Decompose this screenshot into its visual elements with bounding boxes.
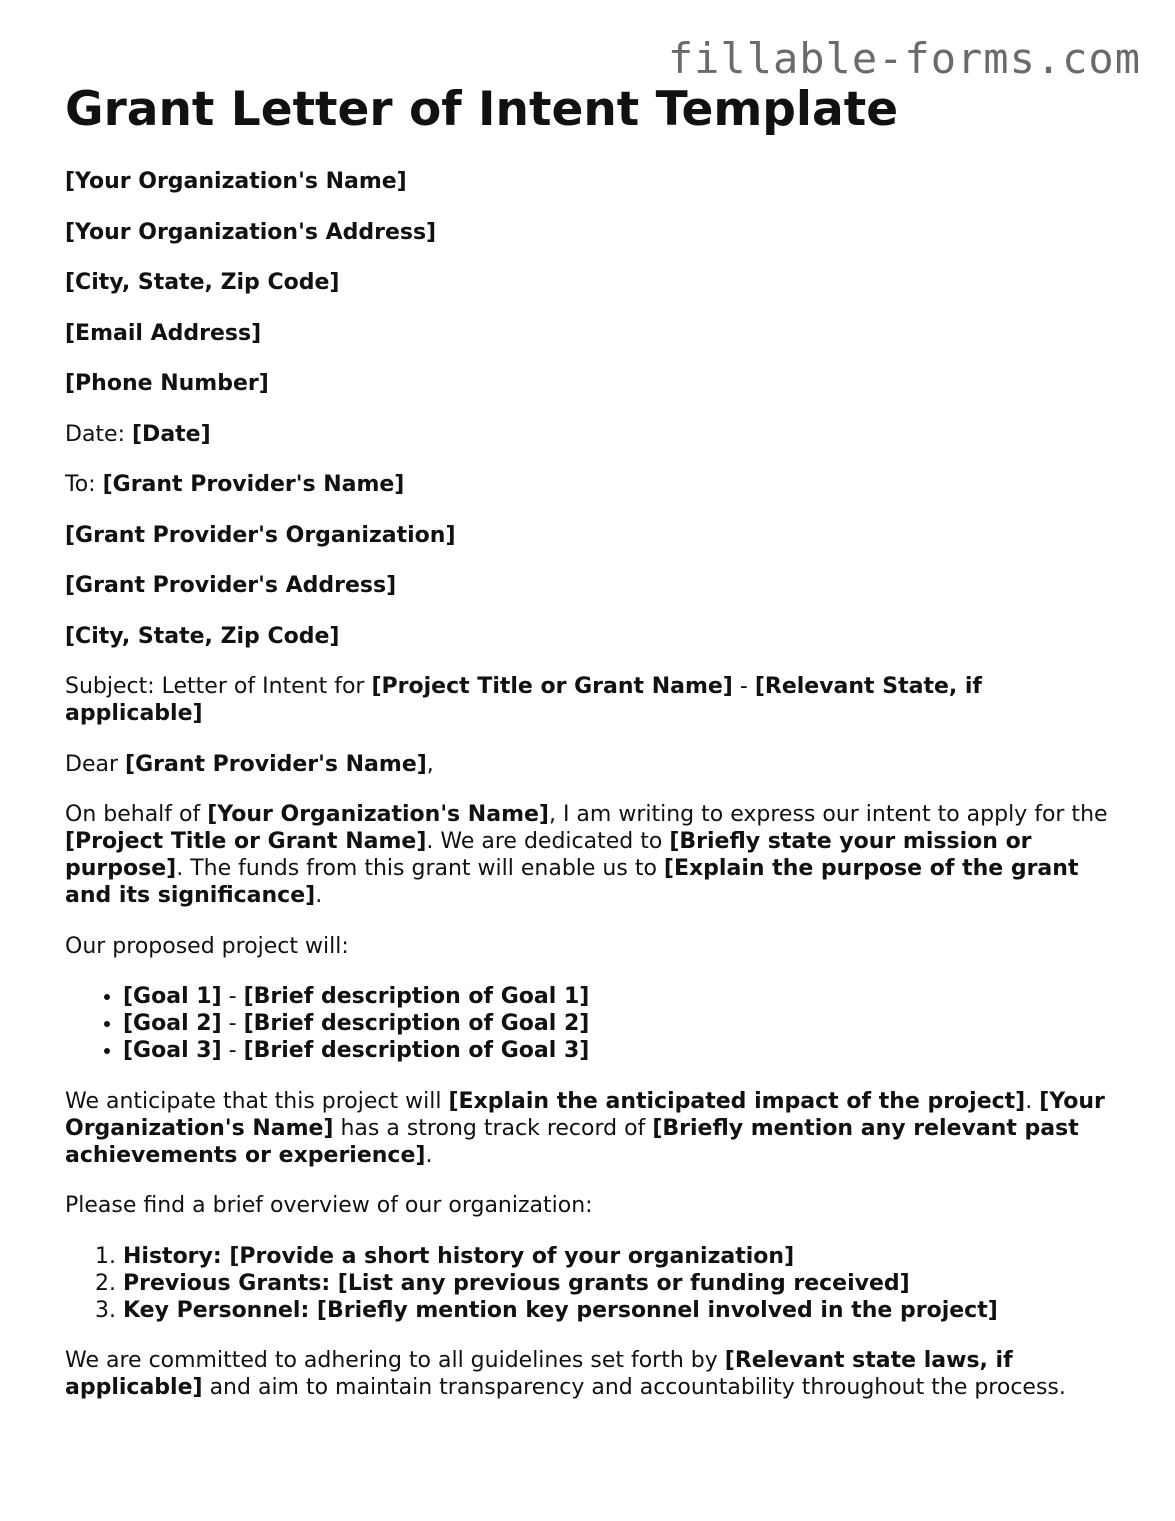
intro-mission: [Briefly state your mission or purpose] bbox=[65, 829, 1032, 881]
subject-line bbox=[65, 673, 1125, 727]
overview-key-personnel: Key Personnel: [Briefly mention key personnel involved in the project] bbox=[123, 1297, 998, 1323]
subject-state: [Relevant State, if applicable] bbox=[65, 674, 983, 726]
goal-label: [Goal 3] bbox=[123, 1038, 222, 1063]
subject-project: [Project Title or Grant Name] bbox=[371, 674, 733, 699]
document-page bbox=[65, 82, 1125, 1425]
goal-separator: - bbox=[228, 1038, 237, 1063]
intro-text: , I am writing to express our intent to apply for the bbox=[548, 802, 1108, 827]
list-item bbox=[123, 983, 1125, 1010]
intro-text: . The funds from this grant will enable us to bbox=[176, 856, 657, 881]
goals-list bbox=[65, 983, 1125, 1064]
list-item bbox=[123, 1010, 1125, 1037]
list-item bbox=[123, 1270, 1125, 1297]
intro-paragraph bbox=[65, 801, 1125, 909]
impact-text: has a strong track record of bbox=[340, 1115, 646, 1141]
subject-label: Subject: Letter of Intent for bbox=[65, 674, 365, 699]
closing-text: We are committed to adhering to all guidelines set forth by bbox=[65, 1348, 718, 1373]
list-item bbox=[123, 1037, 1125, 1064]
intro-org: [Your Organization's Name] bbox=[207, 802, 549, 827]
date-line bbox=[65, 421, 1125, 448]
intro-project: [Project Title or Grant Name] bbox=[65, 829, 427, 854]
recipient-line bbox=[65, 471, 1125, 498]
goal-separator: - bbox=[228, 984, 237, 1009]
list-item bbox=[123, 1243, 1125, 1270]
sender-phone: [Phone Number] bbox=[65, 371, 269, 396]
page-title: Grant Letter of Intent Template bbox=[65, 82, 899, 137]
goal-label: [Goal 2] bbox=[123, 1011, 222, 1036]
list-item bbox=[123, 1297, 1125, 1324]
salutation-name: [Grant Provider's Name] bbox=[125, 751, 427, 777]
impact-text: We anticipate that this project will bbox=[65, 1088, 442, 1114]
salutation-prefix: Dear bbox=[65, 751, 119, 777]
intro-purpose: [Explain the purpose of the grant and its significance] bbox=[65, 856, 1079, 908]
recipient-label: To: bbox=[65, 472, 96, 497]
intro-text: . bbox=[315, 883, 323, 908]
sender-email: [Email Address] bbox=[65, 320, 262, 346]
recipient-organization: [Grant Provider's Organization] bbox=[65, 522, 456, 548]
sender-name: [Your Organization's Name] bbox=[65, 169, 407, 194]
date-label: Date: bbox=[65, 421, 125, 447]
goals-intro: Our proposed project will: bbox=[65, 933, 349, 959]
impact-org: [Your Organization's Name] bbox=[65, 1088, 1105, 1141]
overview-intro: Please find a brief overview of our organization: bbox=[65, 1193, 593, 1218]
impact-paragraph bbox=[65, 1088, 1125, 1169]
goal-description: [Brief description of Goal 1] bbox=[243, 984, 590, 1009]
goal-separator: - bbox=[228, 1011, 237, 1036]
impact-record: [Briefly mention any relevant past achievements or experience] bbox=[65, 1115, 1079, 1168]
overview-list bbox=[65, 1243, 1125, 1324]
recipient-city-state-zip: [City, State, Zip Code] bbox=[65, 623, 340, 649]
sender-address: [Your Organization's Address] bbox=[65, 219, 437, 245]
sender-city-state-zip: [City, State, Zip Code] bbox=[65, 270, 340, 295]
goal-description: [Brief description of Goal 2] bbox=[243, 1011, 590, 1036]
goal-description: [Brief description of Goal 3] bbox=[243, 1038, 590, 1063]
overview-history: History: [Provide a short history of your organization] bbox=[123, 1243, 795, 1269]
closing-paragraph bbox=[65, 1347, 1125, 1401]
goal-label: [Goal 1] bbox=[123, 984, 222, 1009]
watermark: fillable-forms.com bbox=[667, 34, 1141, 83]
intro-text: . We are dedicated to bbox=[426, 829, 663, 854]
recipient-address: [Grant Provider's Address] bbox=[65, 573, 397, 598]
date-value: [Date] bbox=[132, 421, 211, 447]
subject-separator: - bbox=[739, 674, 748, 699]
overview-previous-grants: Previous Grants: [List any previous grants or funding received] bbox=[123, 1270, 910, 1296]
salutation-suffix: , bbox=[426, 751, 434, 777]
recipient-name: [Grant Provider's Name] bbox=[102, 472, 405, 497]
impact-text: . bbox=[1025, 1088, 1033, 1114]
impact-placeholder: [Explain the anticipated impact of the project] bbox=[448, 1088, 1026, 1114]
intro-text: On behalf of bbox=[65, 802, 201, 827]
closing-text: and aim to maintain transparency and accountability throughout the process. bbox=[209, 1375, 1066, 1400]
impact-text: . bbox=[425, 1142, 433, 1168]
closing-laws: [Relevant state laws, if applicable] bbox=[65, 1348, 1013, 1400]
letter-body bbox=[65, 168, 1125, 1401]
salutation bbox=[65, 751, 1125, 778]
